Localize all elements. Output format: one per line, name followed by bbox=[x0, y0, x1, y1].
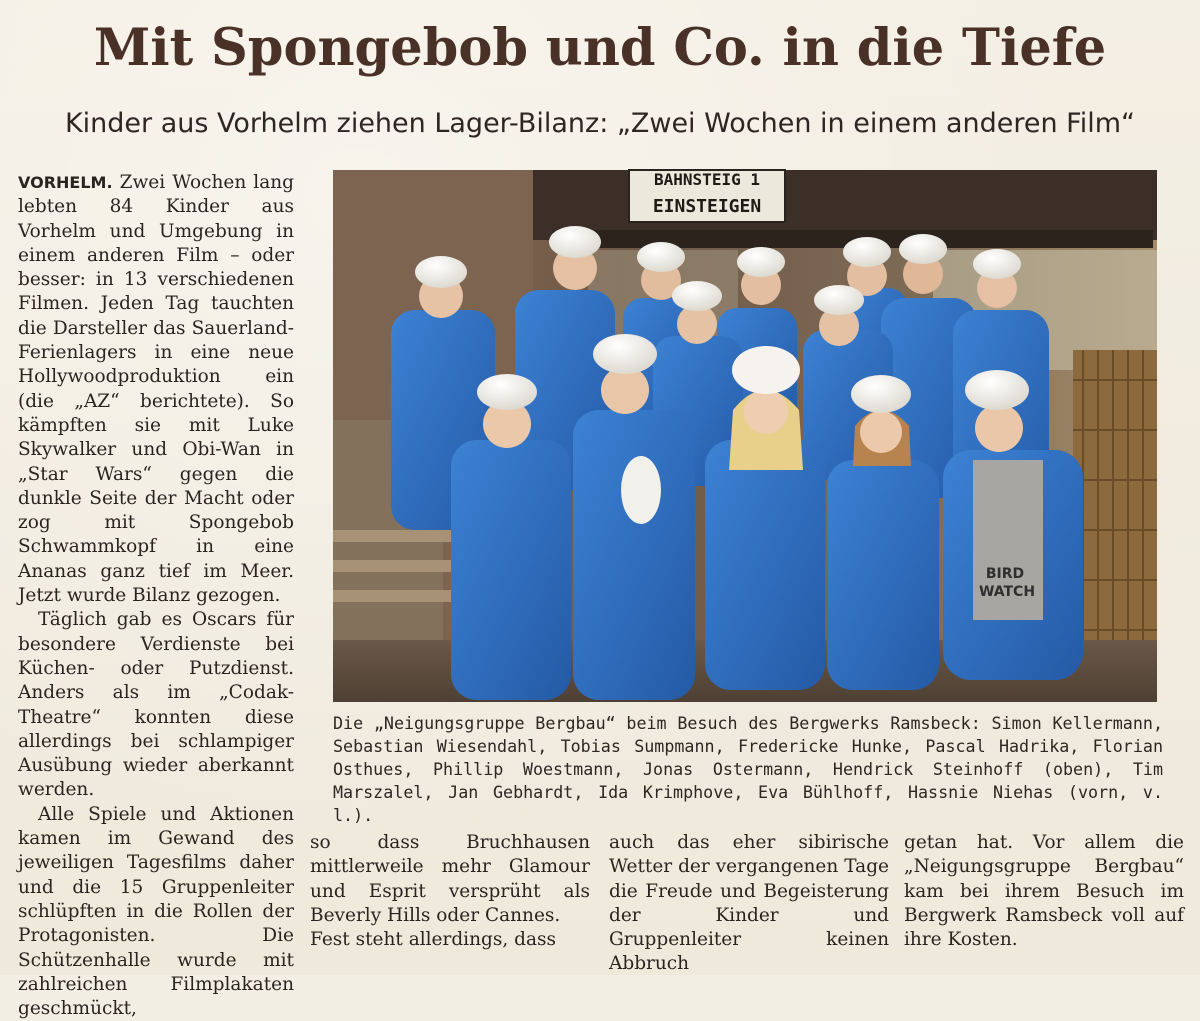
column-4-paragraph-1: getan hat. Vor allem die „Neigungsgruppe Bergbau“ kam bei ihrem Besuch im Bergwerk Ramsbeck voll auf ihre Kosten. bbox=[904, 832, 1184, 951]
paragraph-1-text: Zwei Wochen lang lebten 84 Kinder aus Vorhelm und Umgebung in einem anderen Film – oder besser: in 13 verschiedenen Filmen. Jeden Tag tauchten die Darsteller das Sauerland-Ferienlagers in eine neue Hollywoodproduktion ein (die „AZ“ berichtete). So kämpften sie mit Luke Skywalker und Obi-Wan in „Star Wars“ gegen die dunkle Seite der Macht oder zog mit Spongebob Schwammkopf in eine Ananas ganz tief im Meer. Jetzt wurde Bilanz gezogen. bbox=[18, 172, 294, 607]
column-2-paragraph-1: so dass Bruchhausen mittlerweile mehr Glamour und Esprit versprüht als Beverly Hills oder Cannes. bbox=[310, 832, 590, 926]
dateline: VORHELM. bbox=[18, 173, 113, 192]
headline: Mit Spongebob und Co. in die Tiefe bbox=[93, 18, 1107, 78]
shirt-text-line-2: WATCH bbox=[978, 584, 1036, 600]
article-column-2 bbox=[310, 831, 590, 961]
shirt-text-line-1: BIRD bbox=[985, 566, 1025, 582]
paragraph-1 bbox=[18, 171, 294, 608]
paragraph-2: Täglich gab es Oscars für besondere Verdienste bei Küchen- oder Putzdienst. Anders als im „Codak-Theatre“ konnten diese allerdings bei schlampiger Ausübung wieder aberkannt werden. bbox=[18, 609, 294, 801]
subheadline: Kinder aus Vorhelm ziehen Lager-Bilanz: „Zwei Wochen in einem anderen Film“ bbox=[64, 108, 1136, 139]
article-column-3 bbox=[609, 831, 889, 975]
group-photo bbox=[333, 170, 1157, 702]
sign-line-1: BAHNSTEIG 1 bbox=[654, 170, 760, 189]
paragraph-3: Alle Spiele und Aktionen kamen im Gewand des jeweiligen Tagesfilms daher und die 15 Gruppenleiter schlüpften in die Rollen der Protagonisten. Die Schützenhalle wurde mit zahlreichen Filmplakaten geschmückt, bbox=[18, 803, 294, 1020]
platform-sign bbox=[629, 170, 785, 222]
column-2-paragraph-2: Fest steht allerdings, dass bbox=[310, 929, 556, 951]
sign-line-2: EINSTEIGEN bbox=[652, 196, 762, 217]
article-column-4 bbox=[904, 831, 1184, 961]
column-3-paragraph-1: auch das eher sibirische Wetter der vergangenen Tage die Freude und Begeisterung der Kinder und Gruppenleiter keinen Abbruch bbox=[609, 832, 889, 975]
photo-caption: Die „Neigungsgruppe Bergbau“ beim Besuch des Bergwerks Ramsbeck: Simon Kellermann, Sebastian Wiesendahl, Tobias Sumpmann, Fredericke Hunke, Pascal Hadrika, Florian Osthues, Phillip Woestmann, Jonas Ostermann, Hendrick Steinhoff (oben), Tim Marszalel, Jan Gebhardt, Ida Krimphove, Eva Bühlhoff, Hassnie Niehas (vorn, v. l.). bbox=[333, 713, 1163, 825]
article-column-1 bbox=[18, 171, 294, 1020]
